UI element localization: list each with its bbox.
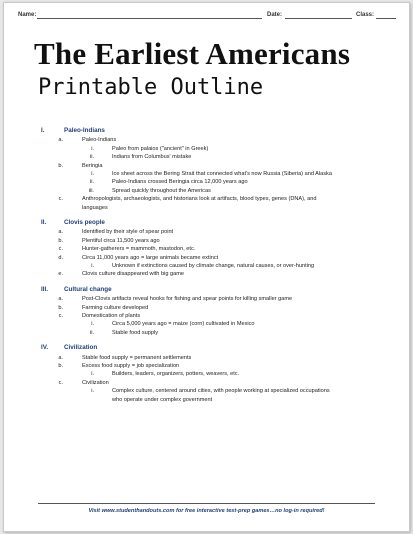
item-text: Builders, leaders, organizers, potters, weavers, etc. [112, 371, 240, 378]
item-marker: i. [91, 263, 94, 269]
section-heading: Clovis people [64, 219, 105, 226]
worksheet-page [3, 2, 410, 532]
class-blank[interactable] [376, 18, 396, 19]
item-text: Ice sheet across the Bering Strait that connected what's now Russia (Siberia) and Alaska [112, 171, 332, 177]
item-text: Indians from Columbus' mistake [112, 154, 192, 161]
section-numeral: I. [41, 127, 45, 134]
item-text: Post-Clovis artifacts reveal hooks for fishing and spear points for killing smaller game [82, 296, 293, 303]
name-label: Name: [18, 12, 37, 18]
item-text: Stable food supply = permanent settlements [82, 354, 192, 361]
item-marker: i. [91, 321, 94, 328]
item-marker: b. [58, 237, 63, 244]
item-text: Paleo-Indians [82, 137, 117, 144]
item-text: Farming culture developed [82, 304, 149, 311]
item-marker: a. [58, 229, 63, 236]
item-marker: i. [91, 371, 94, 378]
item-marker: ii. [89, 179, 94, 186]
date-label: Date: [267, 12, 283, 18]
item-marker: c. [58, 196, 63, 203]
item-marker: a. [58, 137, 63, 144]
item-text: Circa 5,000 years ago = maize (corn) cultivated in Mexico [112, 321, 255, 328]
item-text: languages [82, 204, 108, 211]
item-text: Unknown if extinctions caused by climate change, natural causes, or over-hunting [112, 263, 315, 269]
item-marker: d. [58, 254, 63, 261]
item-text: Circa 11,000 years ago = large animals became extinct [82, 254, 219, 261]
item-text: Plentiful circa 11,500 years ago [82, 237, 160, 244]
item-text: Beringia [82, 162, 103, 169]
item-text: Excess food supply = job specialization [82, 363, 180, 369]
section-numeral: II. [41, 219, 47, 226]
item-marker: b. [58, 363, 63, 369]
item-text: who operate under complex government [112, 396, 213, 403]
footer-divider [38, 503, 375, 504]
item-text: Paleo from palaios ("ancient" in Greek) [112, 145, 209, 152]
item-marker: c. [58, 246, 63, 253]
item-marker: b. [58, 304, 63, 311]
item-marker: iii. [88, 187, 94, 194]
item-marker: a. [58, 354, 63, 361]
item-marker: e. [58, 271, 63, 278]
item-marker: i. [91, 388, 94, 395]
item-text: Civilization [82, 379, 109, 386]
item-marker: i. [91, 145, 94, 152]
item-text: Domestication of plants [82, 313, 141, 319]
class-label: Class: [356, 12, 375, 18]
section-numeral: IV. [41, 344, 49, 352]
footer-link[interactable]: Visit www.studenthandouts.com for free interactive test-prep games…no log-in required! [88, 508, 325, 514]
item-text: Clovis culture disappeared with big game [82, 271, 184, 278]
item-marker: b. [58, 162, 63, 169]
page-title: The Earliest Americans [34, 36, 351, 71]
section-heading: Paleo-Indians [64, 127, 105, 134]
section-numeral: III. [41, 285, 48, 293]
item-text: Spread quickly throughout the Americas [112, 187, 211, 194]
item-text: Stable food supply [112, 329, 159, 336]
item-text: Complex culture, centered around cities, with people working at specialized occupations [112, 388, 330, 395]
item-text: Anthropologists, archaeologists, and historians look at artifacts, blood types, genes (DNA), and [82, 196, 317, 203]
item-text: Hunter-gatherers = mammoth, mastodon, etc. [82, 246, 196, 253]
item-text: Identified by their style of spear point [82, 229, 174, 236]
item-marker: c. [58, 379, 63, 386]
item-marker: ii. [89, 329, 94, 336]
name-blank[interactable] [37, 18, 262, 19]
date-blank[interactable] [285, 18, 352, 19]
item-marker: c. [58, 313, 63, 319]
item-marker: ii. [89, 154, 94, 161]
page-subtitle: Printable Outline [38, 75, 264, 100]
item-marker: i. [91, 171, 94, 177]
item-text: Paleo-Indians crossed Beringia circa 12,000 years ago [112, 179, 248, 186]
item-marker: a. [58, 296, 63, 303]
section-heading: Civilization [64, 344, 98, 352]
section-heading: Cultural change [64, 285, 112, 293]
